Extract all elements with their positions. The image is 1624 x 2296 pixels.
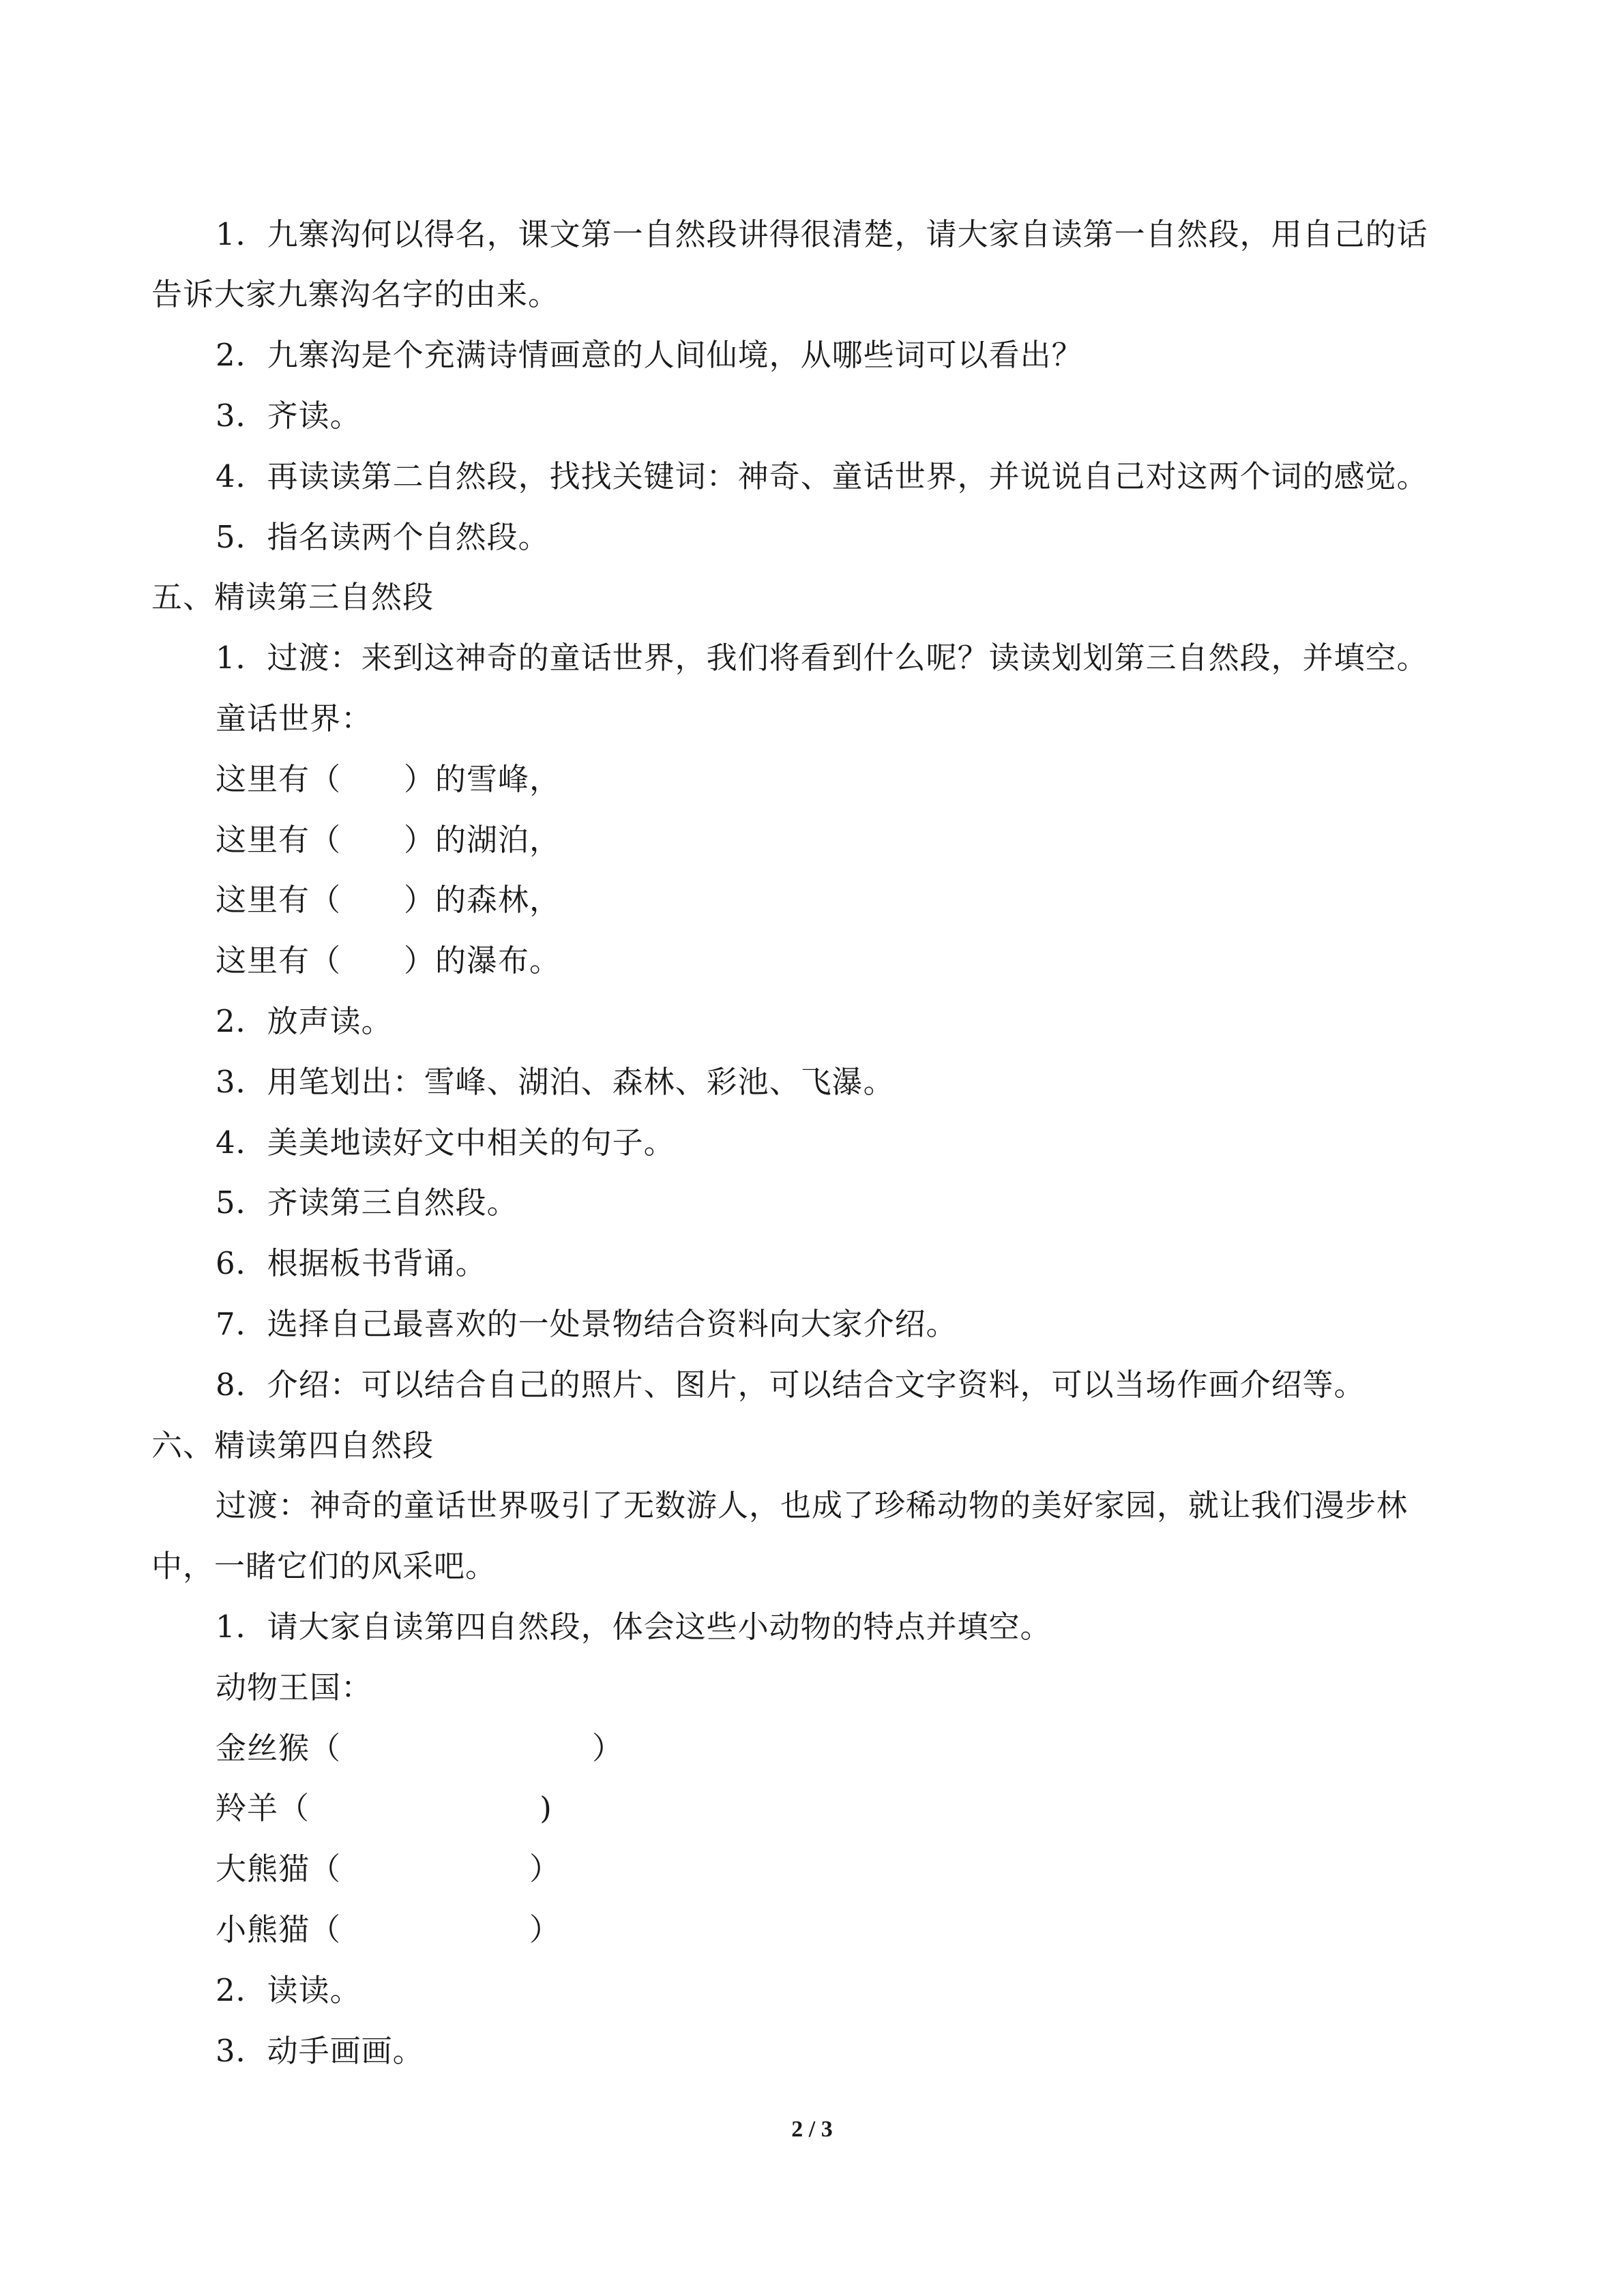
fill-blank-line: 羚羊（ ) [216,1790,552,1826]
paragraph-line: 2．放声读。 [216,1003,393,1039]
fill-blank-line: 小熊猫（ ） [216,1911,561,1948]
paragraph-line: 7．选择自己最喜欢的一处景物结合资料向大家介绍。 [216,1306,958,1342]
paragraph-line: 8．介绍：可以结合自己的照片、图片，可以结合文字资料，可以当场作画介绍等。 [216,1367,1365,1403]
paragraph-line: 动物王国： [216,1669,373,1705]
paragraph-line: 4．美美地读好文中相关的句子。 [216,1124,675,1161]
paragraph-line: 1．过渡：来到这神奇的童话世界，我们将看到什么呢？读读划划第三自然段，并填空。 [216,640,1428,676]
paragraph-line: 4．再读读第二自然段，找找关键词：神奇、童话世界，并说说自己对这两个词的感觉。 [216,458,1428,494]
page-number: 2 / 3 [791,2117,833,2142]
section-heading: 五、精读第三自然段 [151,579,434,615]
paragraph-line: 1．请大家自读第四自然段，体会这些小动物的特点并填空。 [216,1609,1052,1645]
fill-blank-line: 这里有（ ）的湖泊， [216,822,561,858]
paragraph-line: 过渡：神奇的童话世界吸引了无数游人，也成了珍稀动物的美好家园，就让我们漫步林 [216,1487,1408,1523]
paragraph-line: 6．根据板书背诵。 [216,1245,487,1281]
paragraph-line: 童话世界： [216,700,373,736]
fill-blank-line: 大熊猫（ ） [216,1851,561,1887]
fill-blank-line: 这里有（ ）的森林， [216,882,561,918]
section-heading: 六、精读第四自然段 [151,1427,434,1463]
fill-blank-line: 这里有（ ）的瀑布。 [216,942,561,979]
paragraph-line: 5．指名读两个自然段。 [216,519,550,555]
fill-blank-line: 金丝猴（ ） [216,1730,624,1766]
paragraph-line: 5．齐读第三自然段。 [216,1184,518,1221]
fill-blank-line: 这里有（ ）的雪峰， [216,761,561,797]
paragraph-line: 1．九寨沟何以得名，课文第一自然段讲得很清楚，请大家自读第一自然段，用自己的话 [216,216,1428,252]
paragraph-line: 3．齐读。 [216,398,361,434]
paragraph-line: 告诉大家九寨沟名字的由来。 [151,276,560,312]
paragraph-line: 中，一睹它们的风采吧。 [151,1548,497,1584]
paragraph-line: 2．读读。 [216,1972,361,2008]
paragraph-line: 3．用笔划出：雪峰、湖泊、森林、彩池、飞瀑。 [216,1064,895,1100]
paragraph-line: 2．九寨沟是个充满诗情画意的人间仙境，从哪些词可以看出？ [216,337,1083,373]
paragraph-line: 3．动手画画。 [216,2033,424,2069]
